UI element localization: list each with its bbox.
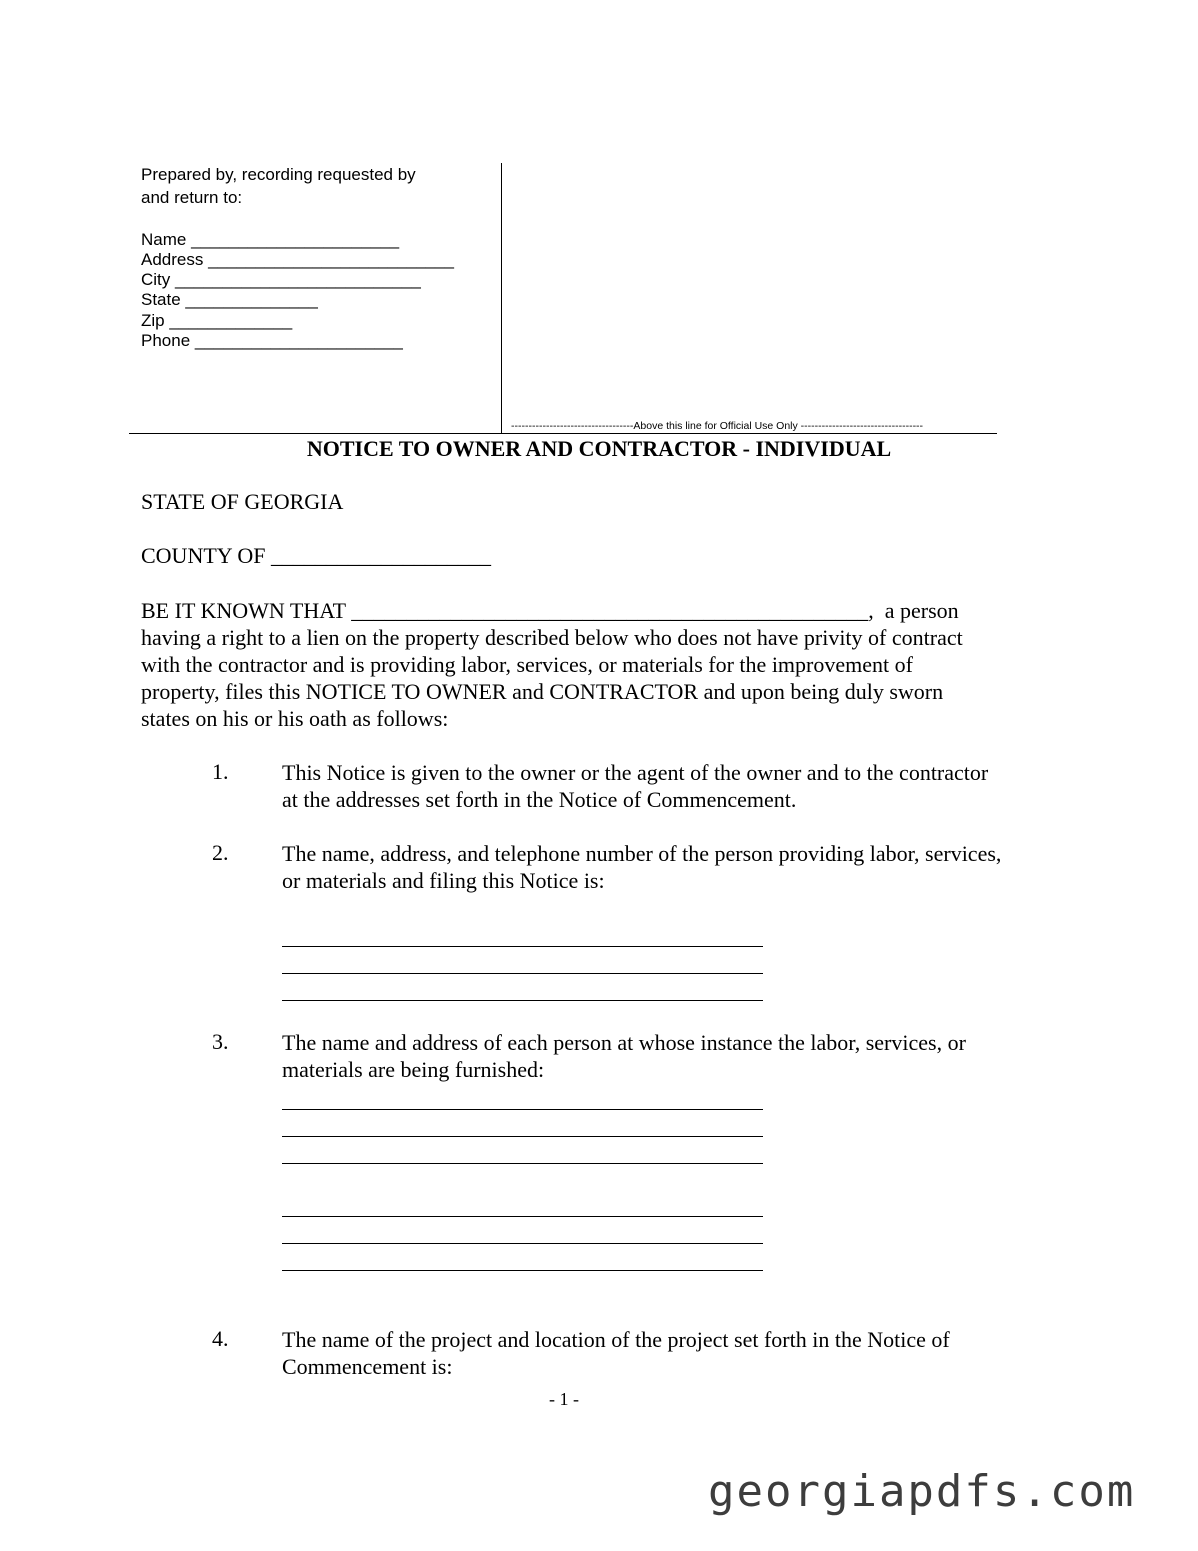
return-address-field[interactable]: Address __________________________ xyxy=(141,250,454,269)
intro-line: having a right to a lien on the property described below who does not have privity of contract xyxy=(141,625,963,650)
furnisher-blank-line[interactable] xyxy=(282,1216,763,1217)
site-watermark: georgiapdfs.com xyxy=(708,1466,1136,1517)
prepared-by-label: Prepared by, recording requested by xyxy=(141,165,416,184)
recording-divider-vertical xyxy=(501,163,502,433)
item-text: The name, address, and telephone number of the person providing labor, services, xyxy=(282,841,1002,866)
item-text: at the addresses set forth in the Notice of Commencement. xyxy=(282,787,797,812)
return-name-field[interactable]: Name ______________________ xyxy=(141,230,400,249)
return-city-field[interactable]: City __________________________ xyxy=(141,270,421,289)
item-text: The name and address of each person at whose instance the labor, services, or xyxy=(282,1030,966,1055)
item-text: The name of the project and location of the project set forth in the Notice of xyxy=(282,1327,950,1352)
item-text: materials are being furnished: xyxy=(282,1057,545,1082)
county-field[interactable]: COUNTY OF ____________________ xyxy=(141,543,491,568)
furnisher-blank-line[interactable] xyxy=(282,1163,763,1164)
return-state-field[interactable]: State ______________ xyxy=(141,290,318,309)
furnisher-blank-line[interactable] xyxy=(282,1109,763,1110)
intro-line: property, files this NOTICE TO OWNER and CONTRACTOR and upon being duly sworn xyxy=(141,679,944,704)
state-heading: STATE OF GEORGIA xyxy=(141,489,344,514)
recording-divider-horizontal xyxy=(129,433,997,434)
official-use-note: -----------------------------------Above this line for Official Use Only ----------------------------------- xyxy=(511,420,924,432)
document-title: NOTICE TO OWNER AND CONTRACTOR - INDIVIDUAL xyxy=(306,436,892,461)
item-text: This Notice is given to the owner or the agent of the owner and to the contractor xyxy=(282,760,989,785)
page-number: - 1 - xyxy=(549,1389,579,1409)
item-number: 4. xyxy=(212,1326,229,1351)
intro-line: states on his or his oath as follows: xyxy=(141,706,449,731)
claimant-blank-line[interactable] xyxy=(282,946,763,947)
claimant-blank-line[interactable] xyxy=(282,1000,763,1001)
item-text: or materials and filing this Notice is: xyxy=(282,868,605,893)
intro-line: with the contractor and is providing labor, services, or materials for the improvement of xyxy=(141,652,913,677)
item-text: Commencement is: xyxy=(282,1354,453,1379)
return-zip-field[interactable]: Zip _____________ xyxy=(141,311,293,330)
item-number: 1. xyxy=(212,759,229,784)
item-number: 3. xyxy=(212,1029,229,1054)
item-number: 2. xyxy=(212,840,229,865)
return-phone-field[interactable]: Phone ______________________ xyxy=(141,331,403,350)
furnisher-blank-line[interactable] xyxy=(282,1243,763,1244)
return-to-label: and return to: xyxy=(141,188,243,207)
furnisher-blank-line[interactable] xyxy=(282,1136,763,1137)
intro-line[interactable]: BE IT KNOWN THAT _______________________________________________, a person xyxy=(141,598,959,623)
claimant-blank-line[interactable] xyxy=(282,973,763,974)
furnisher-blank-line[interactable] xyxy=(282,1270,763,1271)
